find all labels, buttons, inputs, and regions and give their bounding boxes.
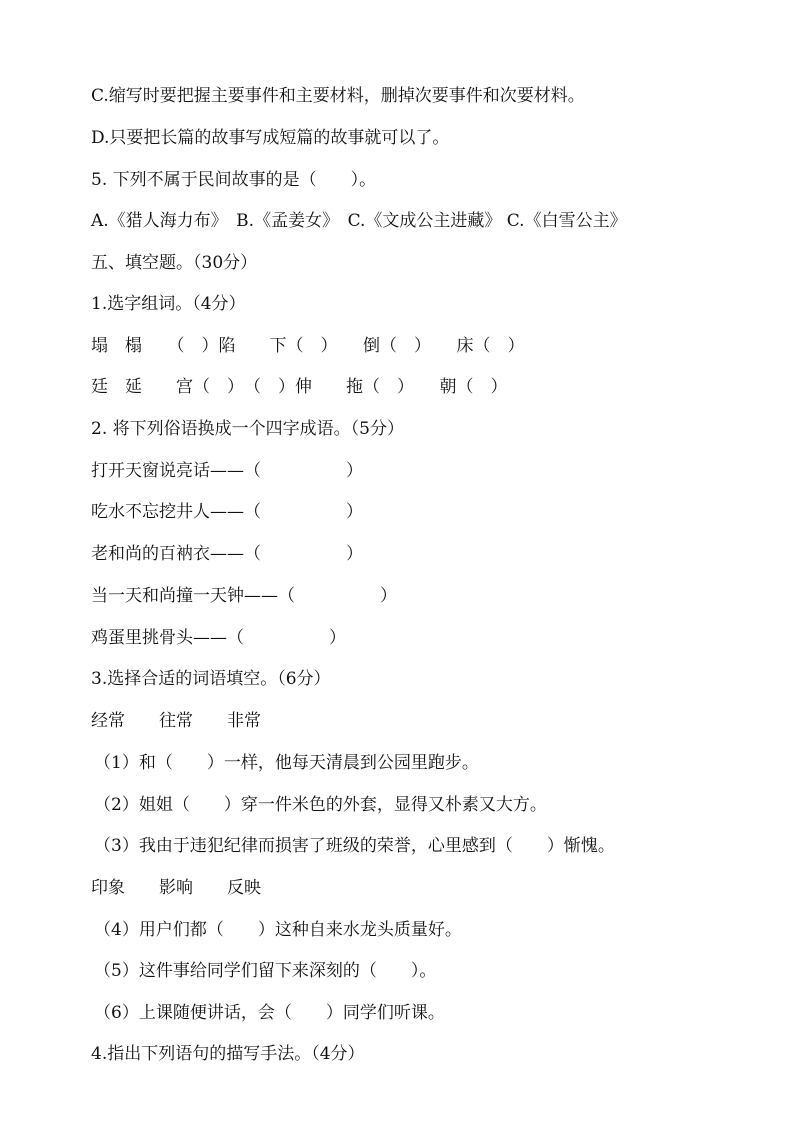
item-1-row-1: 塌 榻 （ ）陷 下（ ） 倒（ ） 床（ ）: [91, 336, 525, 356]
item-3-heading: 3.选择合适的词语填空。（6分）: [91, 669, 331, 689]
sentence-1: （1）和（ ）一样，他每天清晨到公园里跑步。: [94, 753, 479, 773]
sentence-3: （3）我由于违犯纪律而损害了班级的荣誉，心里感到（ ）惭愧。: [94, 836, 615, 856]
proverb-5: 鸡蛋里挑骨头——（ ）: [91, 628, 346, 648]
question-5: 5. 下列不属于民间故事的是（ ）。: [91, 170, 377, 190]
word-choices-2: 印象 影响 反映: [91, 878, 261, 898]
sentence-6: （6）上课随便讲话，会（ ）同学们听课。: [94, 1003, 445, 1023]
option-d-line: D.只要把长篇的故事写成短篇的故事就可以了。: [91, 128, 450, 148]
proverb-1: 打开天窗说亮话——（ ）: [91, 461, 363, 481]
proverb-3: 老和尚的百衲衣——（ ）: [91, 544, 363, 564]
sentence-5: （5）这件事给同学们留下来深刻的（ ）。: [94, 961, 437, 981]
section-5-heading: 五、填空题。（30分）: [91, 253, 258, 273]
word-choices-1: 经常 往常 非常: [91, 711, 261, 731]
sentence-4: （4）用户们都（ ）这种自来水龙头质量好。: [94, 920, 462, 940]
item-1-row-2: 廷 延 宫（ ） （ ）伸 拖（ ） 朝（ ）: [91, 377, 508, 397]
item-1-heading: 1.选字组词。（4分）: [91, 294, 246, 314]
item-2-heading: 2. 将下列俗语换成一个四字成语。（5分）: [91, 419, 404, 439]
proverb-4: 当一天和尚撞一天钟——（ ）: [91, 586, 397, 606]
proverb-2: 吃水不忘挖井人——（ ）: [91, 502, 363, 522]
option-c-line: C.缩写时要把握主要事件和主要材料，删掉次要事件和次要材料。: [91, 86, 585, 106]
question-5-options: A.《猎人海力布》 B.《孟姜女》 C.《文成公主进藏》 C.《白雪公主》: [91, 211, 627, 231]
sentence-2: （2）姐姐（ ）穿一件米色的外套，显得又朴素又大方。: [94, 795, 547, 815]
item-4-heading: 4.指出下列语句的描写手法。（4分）: [91, 1044, 365, 1064]
